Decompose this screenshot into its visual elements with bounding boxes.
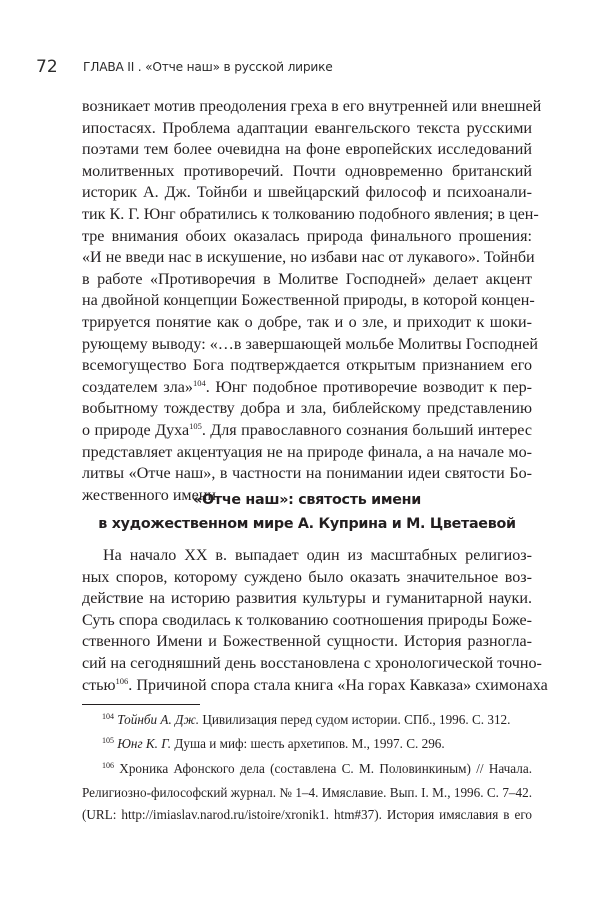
text-line: сий на сегодняшний день восстановлена с хронологической точно- (82, 654, 542, 672)
section-heading (82, 488, 532, 536)
text-line (82, 420, 532, 442)
footnote-author: Юнг К. Г. (117, 736, 172, 752)
text-line: ипостасях. Проблема адаптации евангельского текста русскими (82, 119, 532, 137)
footnote-text: Душа и миф: шесть архетипов. М., 1997. С. 296. (171, 736, 445, 752)
text-line: молитвенных противоречий. Почти одновременно британский (82, 162, 532, 180)
text-line: тре внимания обоих оказалась природа финального прошения: (82, 227, 532, 245)
footnote-number: 106 (102, 760, 114, 770)
text-line: жественного имени. (82, 486, 221, 504)
text-line: вобытному тождеству добра и зла, библейскому представлению (82, 400, 532, 418)
text-segment: стью (82, 676, 116, 694)
footnote-106-line-3: (URL: http://imiaslav.narod.ru/istoire/xronik1. htm#37). История имяславия в его (82, 807, 532, 823)
text-line: Суть спора сводилась к толкованию соотношения природы Боже- (82, 611, 532, 629)
text-segment: . Для православного сознания больший интерес (201, 421, 532, 439)
text-line: историк А. Дж. Тойнби и швейцарский философ и психоанали- (82, 184, 532, 202)
text-line (82, 675, 548, 697)
text-line: рующему выводу: «…в завершающей мольбе Молитвы Господней (82, 335, 539, 353)
page-number: 72 (36, 57, 58, 77)
footnote-text: Хроника Афонского дела (составлена С. М. Половинкиным) // Начала. (119, 760, 532, 776)
footnote-ref-105[interactable]: 105 (189, 420, 202, 431)
footnote-divider (82, 704, 200, 705)
running-head: ГЛАВА II . «Отче наш» в русской лирике (83, 60, 333, 74)
footnote-106-line-2: Религиозно-философский журнал. № 1–4. Имяславие. Вып. I. М., 1996. С. 7–42. (82, 784, 532, 800)
body-paragraph-1 (82, 96, 542, 506)
text-line: в работе «Противоречия в Молитве Господней» делает акцент (82, 270, 532, 288)
text-line (82, 377, 532, 399)
text-line: поэтами тем более очевидна на фоне европейских исследований (82, 141, 532, 159)
footnote-text: Цивилизация перед судом истории. СПб., 1996. С. 312. (199, 712, 511, 727)
text-line: представляет акцентуация не на природе финала, а на начале мо- (82, 443, 532, 461)
footnote-number: 104 (102, 712, 114, 721)
text-segment: . Юнг подобное противоречие возводит к пер- (205, 378, 533, 396)
footnote-number: 105 (102, 736, 114, 746)
text-line: на двойной концепции Божественной природы, в которой концен- (82, 292, 535, 310)
text-line: ных споров, которому суждено было оказать значительное воз- (82, 568, 532, 586)
text-line: трируется понятие как о добре, так и о зле, и приходит к шоки- (82, 313, 532, 331)
footnote-author: Тойнби А. Дж. (117, 712, 200, 727)
text-line: литвы «Отче наш», в частности на понимании идеи святости Бо- (82, 465, 532, 483)
footnote-ref-104[interactable]: 104 (192, 377, 206, 388)
text-line: «И не введи нас в искушение, но избави нас от лукавого». Тойнби (82, 249, 535, 267)
text-line: возникает мотив преодоления греха в его внутренней или внешней (82, 98, 542, 115)
section-heading-line-2: в художественном мире А. Куприна и М. Цветаевой (98, 516, 516, 532)
footnote-104 (82, 709, 532, 733)
footnotes (82, 709, 532, 826)
text-line: ственного Имени и Божественной сущности. История разногла- (82, 633, 532, 651)
footnote-ref-106[interactable]: 106 (115, 675, 129, 686)
footnote-106 (82, 758, 532, 782)
section-heading-line-1: «Отче наш»: святость имени (193, 492, 421, 508)
text-line: На начало XX в. выпадает один из масштабных религиоз- (103, 547, 532, 564)
text-line: всемогущество Бога подтверждается открытым признанием его (82, 357, 532, 375)
text-segment: . Причиной спора стала книга «На горах Кавказа» схимонаха (128, 676, 548, 694)
text-line: тик К. Г. Юнг обратились к толкованию подобного явления; в цен- (82, 205, 539, 223)
text-segment: о природе Духа (82, 421, 190, 439)
text-segment: создателем зла» (82, 378, 193, 396)
text-line: действие на историю развития культуры и гуманитарной науки. (82, 590, 532, 608)
footnote-105 (82, 733, 532, 757)
body-paragraph-2 (82, 545, 548, 696)
